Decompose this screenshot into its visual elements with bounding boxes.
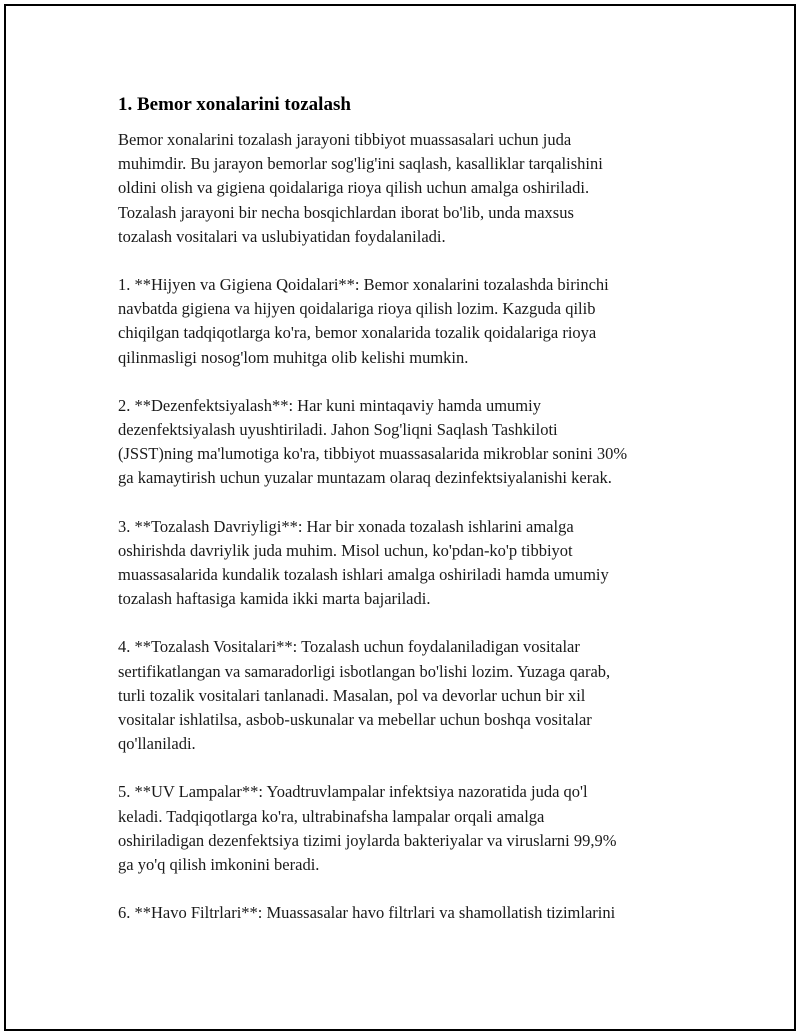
text-line: sertifikatlangan va samaradorligi isbotlangan bo'lishi lozim. Yuzaga qarab,: [118, 661, 611, 681]
text-line: qilinmasligi nosog'lom muhitga olib kelishi mumkin.: [118, 347, 469, 367]
text-line: keladi. Tadqiqotlarga ko'ra, ultrabinafsha lampalar orqali amalga: [118, 806, 545, 826]
text-line: 4. **Tozalash Vositalari**: Tozalash uchun foydalaniladigan vositalar: [118, 637, 580, 657]
item-paragraph-air-filters: [118, 901, 698, 925]
text-line: ga kamaytirish uchun yuzalar muntazam olaraq dezinfektsiyalanishi kerak.: [118, 468, 612, 488]
text-line: Tozalash jarayoni bir necha bosqichlardan iborat bo'lib, unda maxsus: [118, 202, 574, 222]
text-line: 2. **Dezenfektsiyalash**: Har kuni mintaqaviy hamda umumiy: [118, 395, 541, 415]
text-line: oshiriladigan dezenfektsiya tizimi joylarda bakteriyalar va viruslarni 99,9%: [118, 830, 617, 850]
intro-paragraph: [118, 128, 698, 249]
text-line: oldini olish va gigiena qoidalariga rioya qilish uchun amalga oshiriladi.: [118, 178, 590, 198]
text-line: 5. **UV Lampalar**: Yoadtruvlampalar infektsiya nazoratida juda qo'l: [118, 782, 588, 802]
item-paragraph-frequency: [118, 515, 698, 612]
text-line: qo'llaniladi.: [118, 734, 196, 754]
text-line: tozalash haftasiga kamida ikki marta bajariladi.: [118, 589, 431, 609]
text-line: chiqilgan tadqiqotlarga ko'ra, bemor xonalarida tozalik qoidalariga rioya: [118, 323, 597, 343]
text-line: navbatda gigiena va hijyen qoidalariga rioya qilish lozim. Kazguda qilib: [118, 299, 596, 319]
text-line: Bemor xonalarini tozalash jarayoni tibbiyot muassasalari uchun juda: [118, 130, 572, 149]
text-line: ga yo'q qilish imkonini beradi.: [118, 855, 320, 875]
document-body: [118, 92, 698, 949]
text-line: 3. **Tozalash Davriyligi**: Har bir xonada tozalash ishlarini amalga: [118, 516, 574, 536]
item-paragraph-uv-lamps: [118, 780, 698, 877]
item-paragraph-supplies: [118, 635, 698, 756]
text-line: tozalash vositalari va uslubiyatidan foydalaniladi.: [118, 226, 446, 246]
text-line: muhimdir. Bu jarayon bemorlar sog'lig'ini saqlash, kasalliklar tarqalishini: [118, 154, 603, 174]
text-line: vositalar ishlatilsa, asbob-uskunalar va mebellar uchun boshqa vositalar: [118, 710, 592, 730]
text-line: 6. **Havo Filtrlari**: Muassasalar havo filtrlari va shamollatish tizimlarini: [118, 903, 616, 923]
text-line: muassasalarida kundalik tozalash ishlari amalga oshiriladi hamda umumiy: [118, 565, 609, 585]
item-paragraph-disinfection: [118, 394, 698, 491]
text-line: (JSST)ning ma'lumotiga ko'ra, tibbiyot muassasalarida mikroblar sonini 30%: [118, 444, 628, 464]
text-line: turli tozalik vositalari tanlanadi. Masalan, pol va devorlar uchun bir xil: [118, 685, 586, 705]
text-line: oshirishda davriylik juda muhim. Misol uchun, ko'pdan-ko'p tibbiyot: [118, 540, 573, 560]
text-line: dezenfektsiyalash uyushtiriladi. Jahon Sog'liqni Saqlash Tashkiloti: [118, 420, 558, 440]
item-paragraph-hygiene: [118, 273, 698, 370]
section-heading: 1. Bemor xonalarini tozalash: [118, 94, 351, 115]
text-line: 1. **Hijyen va Gigiena Qoidalari**: Bemor xonalarini tozalashda birinchi: [118, 275, 609, 295]
